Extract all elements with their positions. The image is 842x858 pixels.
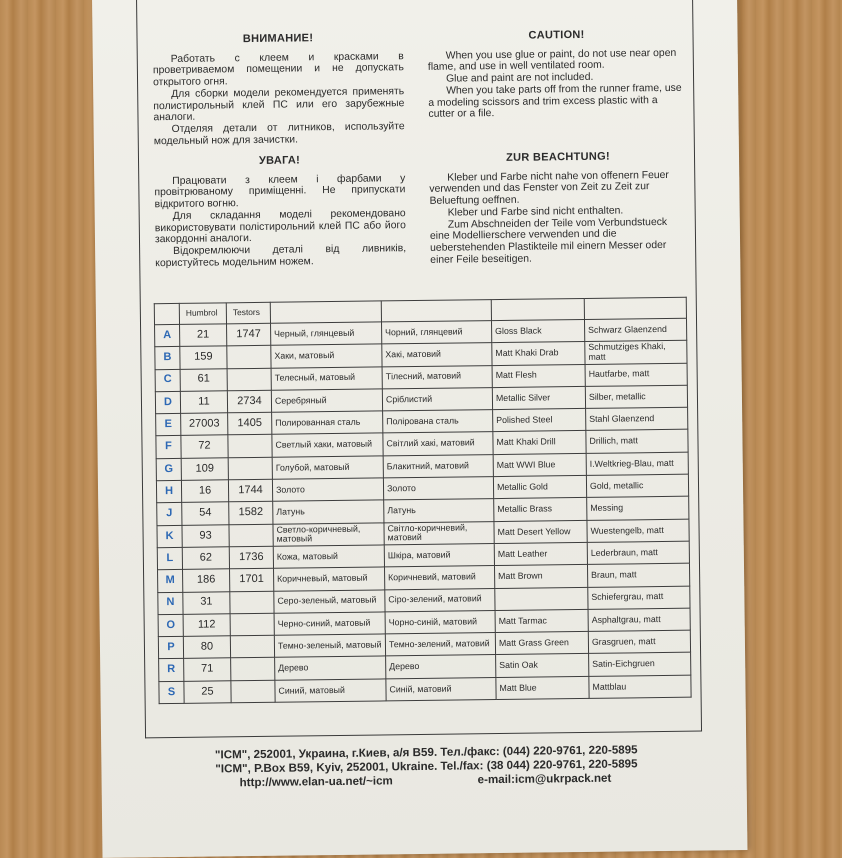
color-name-en-cell: Matt Blue: [496, 676, 589, 699]
color-letter-cell: G: [156, 458, 181, 481]
warning-ru-title: ВНИМАНИЕ!: [242, 32, 314, 46]
color-name-de-cell: I.Weltkrieg-Blau, matt: [586, 452, 688, 476]
color-name-de-cell: Schmutziges Khaki, matt: [585, 340, 687, 364]
color-name-ua-cell: Хакі, матовий: [382, 343, 492, 367]
warning-ua-title: УВАГА!: [258, 154, 301, 167]
color-name-ru-cell: Телесный, матовый: [271, 367, 382, 391]
table-header-cell: [584, 297, 686, 319]
humbrol-code-cell: 21: [180, 324, 227, 347]
humbrol-code-cell: 186: [183, 569, 230, 592]
color-name-de-cell: Silber, metallic: [585, 385, 687, 409]
color-name-ru-cell: Коричневый, матовый: [274, 567, 385, 591]
color-name-ua-cell: Чорний, глянцевий: [382, 321, 492, 345]
color-name-de-cell: Schwarz Glaenzend: [584, 318, 686, 342]
color-name-de-cell: Satin-Eichgruen: [589, 653, 691, 677]
warning-en-paragraph: When you use glue or paint, do not use near open flame, and use in well ventilated room.: [427, 47, 677, 74]
color-letter-cell: F: [156, 436, 181, 459]
testors-code-cell: 1747: [227, 323, 271, 346]
paint-color-table: [154, 297, 692, 705]
humbrol-code-cell: 11: [180, 391, 227, 414]
color-name-en-cell: Matt Tarmac: [495, 609, 588, 632]
color-name-ru-cell: Серо-зеленый, матовый: [274, 589, 385, 613]
footer-address-en: "ICM", P.Box B59, Kyiv, 252001, Ukraine. Tel./fax: (38 044) 220-9761, 220-5895: [215, 757, 638, 776]
color-name-en-cell: [495, 587, 588, 610]
color-name-ua-cell: Дерево: [386, 655, 496, 679]
color-letter-cell: E: [156, 414, 181, 437]
humbrol-code-cell: 16: [181, 480, 228, 503]
color-letter-cell: C: [155, 369, 180, 392]
color-name-de-cell: Messing: [587, 497, 689, 521]
table-header-cell: [154, 303, 179, 324]
color-name-en-cell: Satin Oak: [496, 654, 589, 677]
testors-code-cell: [230, 635, 274, 658]
humbrol-code-cell: 109: [181, 458, 228, 481]
color-name-de-cell: Gold, metallic: [586, 474, 688, 498]
testors-code-cell: [230, 591, 274, 614]
color-name-en-cell: Polished Steel: [493, 409, 586, 432]
color-letter-cell: L: [157, 547, 182, 570]
humbrol-code-cell: 31: [183, 591, 230, 614]
color-name-ua-cell: Шкіра, матовий: [384, 544, 494, 568]
table-header-cell: [491, 298, 584, 320]
color-name-de-cell: Schiefergrau, matt: [588, 586, 690, 610]
color-name-ua-cell: Синій, матовий: [386, 677, 496, 701]
color-name-en-cell: Matt Khaki Drill: [493, 431, 586, 454]
color-letter-cell: D: [155, 391, 180, 414]
humbrol-code-cell: 62: [182, 547, 229, 570]
color-name-de-cell: Braun, matt: [587, 563, 689, 587]
color-name-en-cell: Matt Khaki Drab: [492, 342, 585, 365]
color-name-ua-cell: Латунь: [384, 499, 494, 523]
humbrol-code-cell: 159: [180, 346, 227, 369]
color-letter-cell: N: [158, 592, 183, 615]
color-letter-cell: M: [158, 570, 183, 593]
color-name-en-cell: Matt Flesh: [492, 364, 585, 387]
color-name-ru-cell: Темно-зеленый, матовый: [274, 634, 385, 658]
warning-de-paragraph: Kleber und Farbe sind nicht enthalten.: [447, 205, 624, 219]
testors-code-cell: [230, 613, 274, 636]
color-name-en-cell: Matt Grass Green: [495, 632, 588, 655]
testors-code-cell: 1701: [230, 569, 274, 592]
warning-ua: [154, 154, 406, 269]
color-letter-cell: R: [159, 659, 184, 682]
color-name-ua-cell: Світлий хакі, матовий: [383, 432, 493, 456]
humbrol-code-cell: 72: [181, 435, 228, 458]
humbrol-code-cell: 61: [180, 368, 227, 391]
testors-code-cell: [231, 680, 275, 703]
testors-code-cell: 1736: [229, 546, 273, 569]
testors-code-cell: [229, 524, 273, 547]
color-name-ua-cell: Коричневий, матовий: [385, 566, 495, 590]
humbrol-code-cell: 54: [182, 502, 229, 525]
testors-code-cell: 2734: [227, 390, 271, 413]
color-name-de-cell: Wuestengelb, matt: [587, 519, 689, 543]
color-name-ru-cell: Светлый хаки, матовый: [272, 433, 383, 457]
color-name-ua-cell: Тілесний, матовий: [382, 365, 492, 389]
warning-ru-paragraph: Работать с клеем и красками в проветриваемом помещении и не допускать открытого огня.: [152, 50, 404, 89]
color-name-ru-cell: Светло-коричневый, матовый: [273, 523, 384, 547]
testors-code-cell: [228, 435, 272, 458]
color-letter-cell: H: [156, 480, 181, 503]
color-name-ua-cell: Золото: [383, 477, 493, 501]
color-name-ru-cell: Голубой, матовый: [272, 456, 383, 480]
color-name-ua-cell: Полірована сталь: [383, 410, 493, 434]
color-letter-cell: K: [157, 525, 182, 548]
warning-ua-paragraph: Для складання моделі рекомендовано використовувати полістирольний клей ПС або його закордонні аналоги.: [154, 207, 406, 246]
table-header-cell: [381, 300, 491, 322]
color-letter-cell: O: [158, 614, 183, 637]
color-letter-cell: B: [155, 347, 180, 370]
color-name-de-cell: Hautfarbe, matt: [585, 363, 687, 387]
warning-en-paragraph: Glue and paint are not included.: [445, 71, 594, 85]
humbrol-code-cell: 80: [183, 636, 230, 659]
color-name-de-cell: Stahl Glaenzend: [586, 407, 688, 431]
warning-de-paragraph: Zum Abschneiden der Teile vom Verbundstueck eine Modellierschere verwenden und die ueberstehenden Plastikteile mil einern Messer oder einer Feile beseitigen.: [429, 216, 668, 266]
color-letter-cell: P: [158, 637, 183, 660]
footer-address-ru: "ICM", 252001, Украина, г.Киев, а/я B59. Тел./факс: (044) 220-9761, 220-5895: [214, 743, 638, 762]
color-name-ru-cell: Латунь: [273, 500, 384, 524]
color-name-en-cell: Matt Desert Yellow: [494, 520, 587, 543]
color-name-ua-cell: Сіро-зелений, матовий: [385, 588, 495, 612]
color-name-de-cell: Mattblau: [589, 675, 691, 699]
warning-de-title: ZUR BEACHTUNG!: [506, 150, 610, 164]
color-name-en-cell: Gloss Black: [491, 319, 584, 342]
color-name-ru-cell: Хаки, матовый: [271, 344, 382, 368]
footer-email-link[interactable]: e-mail:icm@ukrpack.net: [477, 771, 612, 787]
color-name-ua-cell: Світло-коричневий, матовий: [384, 521, 494, 545]
testors-code-cell: 1744: [228, 479, 272, 502]
table-header-cell: Humbrol: [179, 303, 226, 325]
testors-code-cell: [227, 346, 271, 369]
color-name-de-cell: Lederbraun, matt: [587, 541, 689, 565]
table-header-cell: [270, 301, 381, 323]
color-name-ua-cell: Блакитний, матовий: [383, 454, 493, 478]
warning-ru-paragraph: Для сборки модели рекомендуется применять полистирольный клей ПС или его зарубежные аналоги.: [153, 85, 405, 124]
testors-code-cell: [231, 658, 275, 681]
color-name-de-cell: Grasgruen, matt: [588, 630, 690, 654]
instruction-sheet: [92, 0, 747, 858]
color-name-ua-cell: Сріблистий: [382, 387, 492, 411]
color-name-en-cell: Matt Leather: [494, 542, 587, 565]
color-name-ru-cell: Серебряный: [271, 389, 382, 413]
testors-code-cell: 1582: [229, 502, 273, 525]
testors-code-cell: [228, 457, 272, 480]
table-header-cell: Testors: [226, 302, 270, 324]
color-letter-cell: J: [157, 503, 182, 526]
color-name-ru-cell: Черно-синий, матовый: [274, 612, 385, 636]
warning-ua-paragraph: Працювати з клеем і фарбами у провітрюваному приміщенні. Не припускати відкритого вогню.: [154, 172, 406, 211]
warning-ru-paragraph: Отделяя детали от литников, используйте модельный нож для зачистки.: [153, 121, 405, 147]
testors-code-cell: 1405: [228, 412, 272, 435]
color-name-ru-cell: Кожа, матовый: [273, 545, 384, 569]
color-name-de-cell: Drillich, matt: [586, 430, 688, 454]
color-letter-cell: S: [159, 681, 184, 704]
humbrol-code-cell: 71: [184, 658, 231, 681]
color-name-ru-cell: Черный, глянцевый: [271, 322, 382, 346]
warning-en: [427, 29, 686, 121]
warning-en-title: CAUTION!: [528, 28, 585, 42]
color-name-en-cell: Metallic Brass: [494, 498, 587, 521]
humbrol-code-cell: 25: [184, 681, 231, 704]
humbrol-code-cell: 112: [183, 614, 230, 637]
color-letter-cell: A: [155, 324, 180, 347]
color-name-ru-cell: Полированная сталь: [272, 411, 383, 435]
color-name-ru-cell: Золото: [272, 478, 383, 502]
color-name-de-cell: Asphaltgrau, matt: [588, 608, 690, 632]
warning-en-paragraph: When you take parts off from the runner frame, use a modeling scissors and trim excess plastic with a cutter or a file.: [428, 82, 682, 121]
color-name-ru-cell: Синий, матовый: [275, 679, 386, 703]
warning-ua-paragraph: Відокремлюючи деталі від ливників, користуйтесь модельним ножем.: [155, 243, 407, 269]
warning-ru: [152, 32, 404, 147]
color-name-en-cell: Matt Brown: [494, 565, 587, 588]
color-name-ua-cell: Чорно-синій, матовий: [385, 610, 495, 634]
humbrol-code-cell: 27003: [181, 413, 228, 436]
testors-code-cell: [227, 368, 271, 391]
warning-de: [429, 151, 688, 266]
humbrol-code-cell: 93: [182, 524, 229, 547]
color-name-ru-cell: Дерево: [275, 656, 386, 680]
footer-website-link[interactable]: http://www.elan-ua.net/~icm: [239, 774, 393, 790]
warning-de-paragraph: Kleber und Farbe nicht nahe von offenern Feuer verwenden und das Fenster von Zeit zu Zeit zur Belueftung oeffnen.: [429, 169, 669, 207]
color-name-en-cell: Metallic Silver: [492, 386, 585, 409]
color-name-en-cell: Metallic Gold: [493, 476, 586, 499]
color-name-ua-cell: Темно-зелений, матовий: [385, 633, 495, 657]
color-name-en-cell: Matt WWI Blue: [493, 453, 586, 476]
